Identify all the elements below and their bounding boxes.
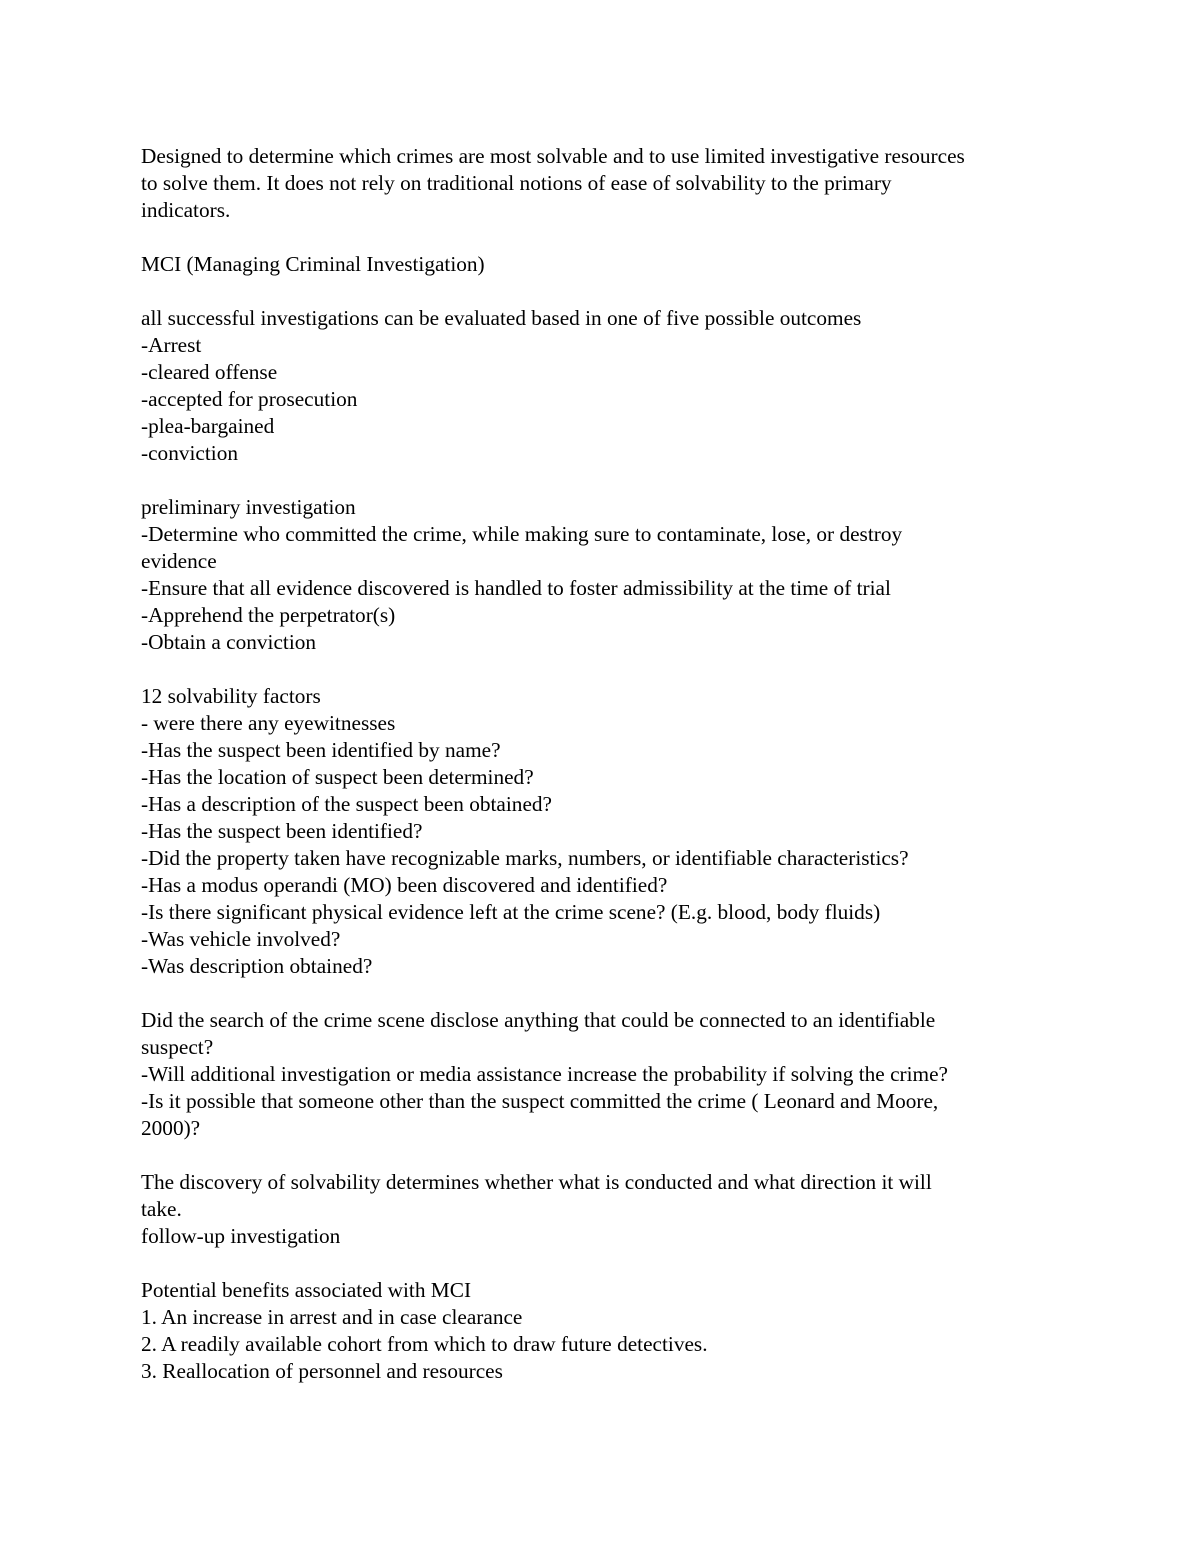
text-line: suspect? (141, 1035, 214, 1059)
numbered-item: 3. Reallocation of personnel and resources (141, 1359, 503, 1383)
paragraph-spacer (141, 656, 1071, 683)
section-heading: Potential benefits associated with MCI (141, 1278, 472, 1302)
mci-benefits-section (141, 1277, 1071, 1385)
list-item: -Has a description of the suspect been obtained? (141, 792, 553, 816)
list-item: -accepted for prosecution (141, 387, 358, 411)
list-item: -Determine who committed the crime, while making sure to contaminate, lose, or destroy (141, 522, 903, 546)
list-item: -Has the suspect been identified by name? (141, 738, 501, 762)
numbered-item: 1. An increase in arrest and in case clearance (141, 1305, 523, 1329)
list-item: -Obtain a conviction (141, 630, 317, 654)
solvability-factors-section (141, 683, 1071, 980)
text-line: take. (141, 1197, 182, 1221)
section-heading: 12 solvability factors (141, 684, 321, 708)
crime-scene-search-section (141, 1007, 1071, 1142)
list-item: -Is there significant physical evidence left at the crime scene? (E.g. blood, body fluids) (141, 900, 881, 924)
paragraph-spacer (141, 467, 1071, 494)
text-line: Designed to determine which crimes are most solvable and to use limited investigative resources (141, 144, 965, 168)
text-line: indicators. (141, 198, 231, 222)
section-heading: all successful investigations can be evaluated based in one of five possible outcomes (141, 306, 862, 330)
solvability-discovery-paragraph (141, 1169, 1071, 1250)
text-line: Did the search of the crime scene disclose anything that could be connected to an identifiable (141, 1008, 936, 1032)
list-item: -cleared offense (141, 360, 278, 384)
text-line: The discovery of solvability determines whether what is conducted and what direction it will (141, 1170, 932, 1194)
list-item: -Is it possible that someone other than the suspect committed the crime ( Leonard and Moore, (141, 1089, 939, 1113)
preliminary-investigation-section (141, 494, 1071, 656)
paragraph-spacer (141, 980, 1071, 1007)
list-item: -Has the location of suspect been determined? (141, 765, 534, 789)
outcomes-section (141, 305, 1071, 467)
list-item-continuation: 2000)? (141, 1116, 201, 1140)
list-item: -Ensure that all evidence discovered is handled to foster admissibility at the time of trial (141, 576, 891, 600)
text-line: MCI (Managing Criminal Investigation) (141, 252, 485, 276)
list-item: -Has the suspect been identified? (141, 819, 423, 843)
paragraph-spacer (141, 1250, 1071, 1277)
list-item: -Will additional investigation or media assistance increase the probability if solving the crime? (141, 1062, 949, 1086)
paragraph-spacer (141, 224, 1071, 251)
section-heading: preliminary investigation (141, 495, 356, 519)
text-line: to solve them. It does not rely on traditional notions of ease of solvability to the primary (141, 171, 892, 195)
paragraph-spacer (141, 1142, 1071, 1169)
mci-heading (141, 251, 1071, 278)
list-item: -Has a modus operandi (MO) been discovered and identified? (141, 873, 668, 897)
document-page (141, 143, 1071, 1385)
numbered-item: 2. A readily available cohort from which to draw future detectives. (141, 1332, 708, 1356)
list-item: -Arrest (141, 333, 202, 357)
paragraph-spacer (141, 278, 1071, 305)
intro-paragraph (141, 143, 1071, 224)
list-item: -Was vehicle involved? (141, 927, 341, 951)
section-heading: follow-up investigation (141, 1224, 341, 1248)
list-item: -Was description obtained? (141, 954, 373, 978)
list-item: -plea-bargained (141, 414, 275, 438)
list-item: - were there any eyewitnesses (141, 711, 396, 735)
list-item: -conviction (141, 441, 238, 465)
list-item-continuation: evidence (141, 549, 217, 573)
list-item: -Did the property taken have recognizable marks, numbers, or identifiable characteristics? (141, 846, 909, 870)
list-item: -Apprehend the perpetrator(s) (141, 603, 396, 627)
